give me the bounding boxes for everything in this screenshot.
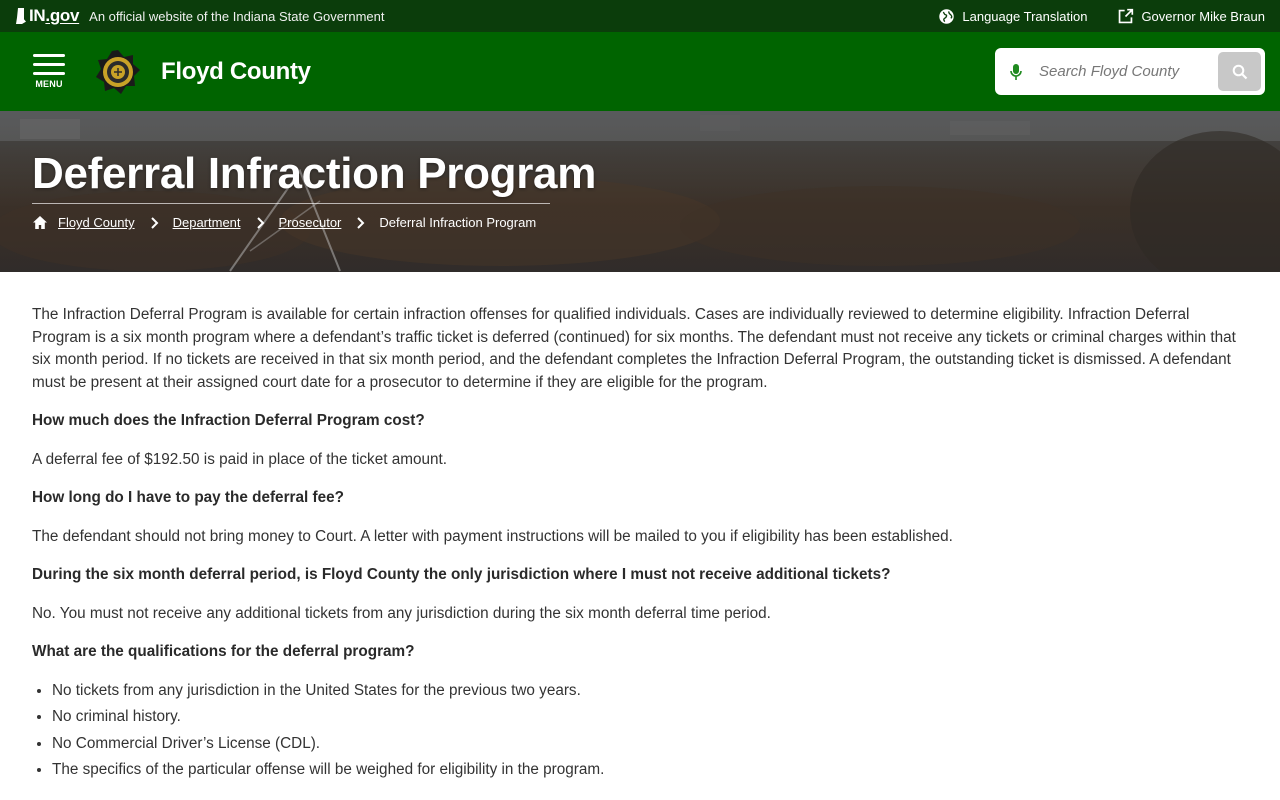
ingov-logo-in: IN: [29, 6, 46, 25]
language-translation-label: Language Translation: [962, 8, 1088, 24]
indiana-state-icon: [16, 8, 26, 24]
chevron-right-icon: [149, 217, 159, 229]
state-utility-bar: [0, 0, 1280, 32]
governor-link[interactable]: [1117, 8, 1265, 25]
state-branding: [16, 6, 384, 26]
search-box: [995, 48, 1265, 95]
page-title: Deferral Infraction Program: [32, 149, 597, 198]
faq-question-payment-time: How long do I have to pay the deferral fee?: [32, 489, 344, 506]
globe-icon: [938, 8, 955, 25]
county-seal-icon[interactable]: [95, 49, 141, 95]
faq-question-jurisdiction: During the six month deferral period, is Floyd County the only jurisdiction where I must not receive additional tickets?: [32, 566, 891, 583]
breadcrumb-current: Deferral Infraction Program: [379, 215, 537, 230]
intro-paragraph: The Infraction Deferral Program is available for certain infraction offenses for qualified individuals. Cases are individually reviewed to determine eligibility. Infraction Deferral Program is a six month program where a defendant’s traffic ticket is deferred (continued) for six months. The defendant must not receive any tickets or criminal charges within that six month period. If no tickets are received in that six month period, and the defendant completes the Infraction Deferral Program, the outstanding ticket is dismissed. A defendant must be present at their assigned court date for a prosecutor to determine if they are eligible for the program.: [32, 306, 1236, 391]
hamburger-icon: [33, 54, 65, 57]
chevron-right-icon: [355, 217, 365, 229]
faq-answer-cost: A deferral fee of $192.50 is paid in place of the ticket amount.: [32, 450, 447, 468]
faq-question-cost: How much does the Infraction Deferral Program cost?: [32, 412, 425, 429]
language-translation-link[interactable]: [938, 8, 1087, 25]
list-item: • No criminal history.: [52, 706, 1248, 729]
ingov-logo[interactable]: [16, 6, 79, 26]
qualifications-list: [52, 680, 1248, 782]
breadcrumb: [32, 215, 536, 230]
menu-button[interactable]: [33, 54, 65, 89]
microphone-icon[interactable]: [1009, 63, 1023, 81]
hamburger-bar: [33, 72, 65, 75]
list-item: • No Commercial Driver’s License (CDL).: [52, 733, 1248, 756]
official-website-notice: An official website of the Indiana State Government: [89, 8, 385, 24]
list-item: • No tickets from any jurisdiction in the United States for the previous two years.: [52, 680, 1248, 703]
title-divider: [32, 203, 550, 204]
faq-answer-jurisdiction: No. You must not receive any additional tickets from any jurisdiction during the six month deferral time period.: [32, 604, 771, 622]
menu-label: MENU: [35, 79, 63, 89]
governor-link-label: Governor Mike Braun: [1141, 8, 1265, 24]
ingov-logo-gov: .gov: [45, 6, 80, 25]
chevron-right-icon: [255, 217, 265, 229]
hamburger-bar: [33, 63, 65, 66]
page-hero: [0, 111, 1280, 272]
search-button[interactable]: [1218, 52, 1261, 91]
search-icon: [1232, 64, 1248, 80]
home-icon[interactable]: [32, 215, 48, 230]
list-item: • The specifics of the particular offense will be weighed for eligibility in the program.: [52, 759, 1248, 782]
faq-question-qualifications: What are the qualifications for the deferral program?: [32, 643, 415, 660]
search-input[interactable]: [1039, 63, 1189, 80]
faq-answer-payment-time: The defendant should not bring money to Court. A letter with payment instructions will be mailed to you if eligibility has been established.: [32, 527, 953, 545]
site-title[interactable]: Floyd County: [161, 57, 311, 85]
breadcrumb-floyd-county[interactable]: Floyd County: [58, 215, 135, 230]
site-header: [0, 32, 1280, 111]
external-link-icon: [1117, 8, 1134, 25]
breadcrumb-department[interactable]: Department: [172, 215, 241, 230]
breadcrumb-prosecutor[interactable]: Prosecutor: [278, 215, 342, 230]
main-content: [0, 272, 1280, 782]
